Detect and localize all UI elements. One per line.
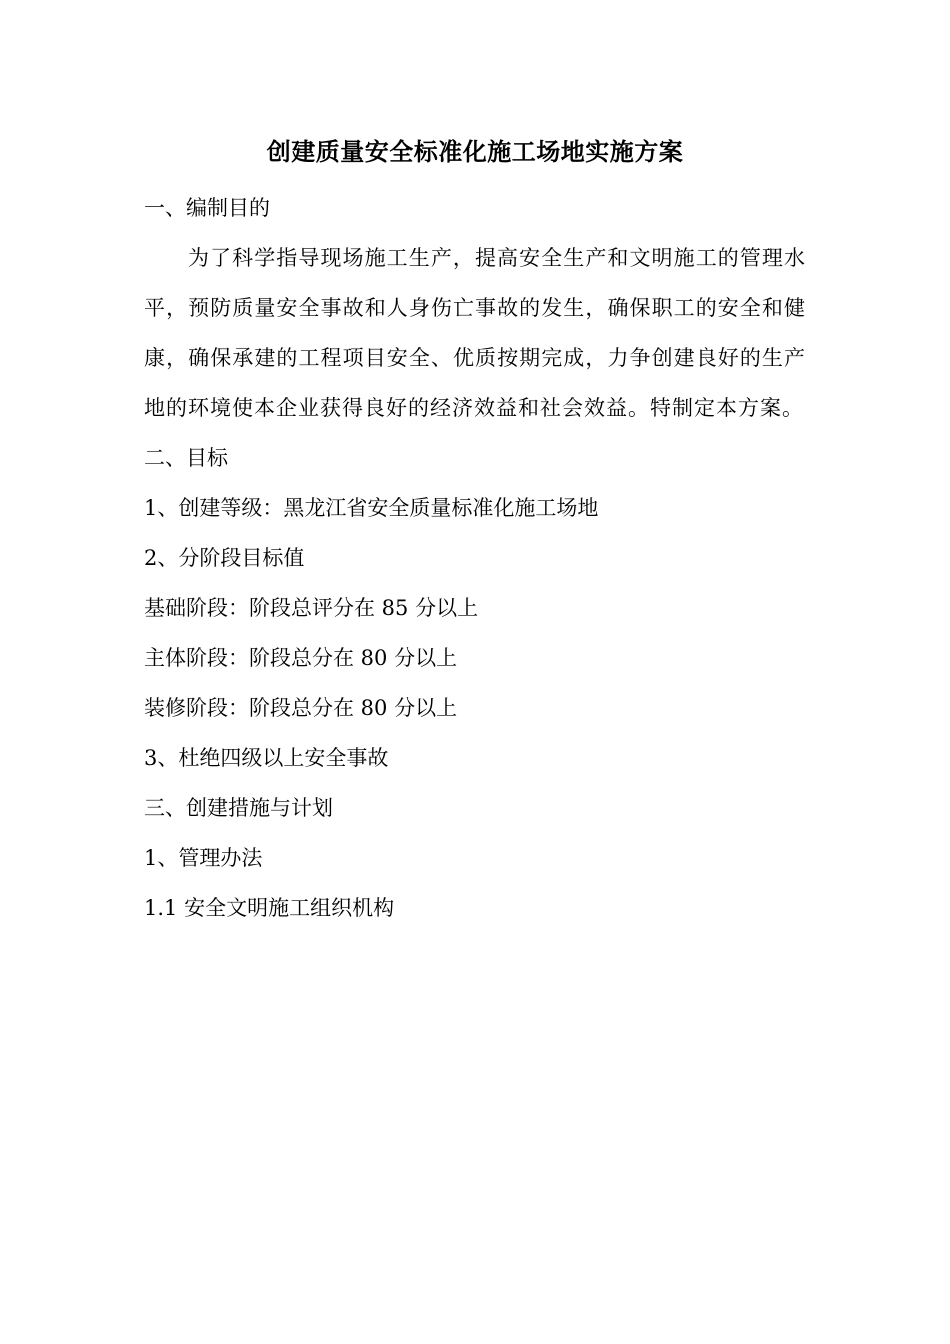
section-heading-measures: 三、创建措施与计划 bbox=[144, 796, 333, 820]
goal-item-stage-targets: 2、分阶段目标值 bbox=[144, 546, 305, 570]
goal-item-level: 1、创建等级：黑龙江省安全质量标准化施工场地 bbox=[144, 496, 599, 520]
measure-subitem-organization: 1.1 安全文明施工组织机构 bbox=[144, 896, 395, 920]
goal-item-accidents: 3、杜绝四级以上安全事故 bbox=[144, 746, 389, 770]
purpose-paragraph: 为了科学指导现场施工生产，提高安全生产和文明施工的管理水平，预防质量安全事故和人身伤亡事故的发生，确保职工的安全和健康，确保承建的工程项目安全、优质按期完成，力争创建良好的生产地的环境使本企业获得良好的经济效益和社会效益。特制定本方案。 bbox=[144, 246, 806, 420]
section-heading-goals: 二、目标 bbox=[144, 446, 228, 470]
stage-foundation: 基础阶段：阶段总评分在 85 分以上 bbox=[144, 596, 479, 620]
section-heading-purpose: 一、编制目的 bbox=[144, 196, 270, 220]
document-title: 创建质量安全标准化施工场地实施方案 bbox=[266, 137, 684, 166]
stage-decoration: 装修阶段：阶段总分在 80 分以上 bbox=[144, 696, 458, 720]
measure-item-management: 1、管理办法 bbox=[144, 846, 263, 870]
document-body bbox=[144, 183, 806, 933]
stage-main-structure: 主体阶段：阶段总分在 80 分以上 bbox=[144, 646, 458, 670]
